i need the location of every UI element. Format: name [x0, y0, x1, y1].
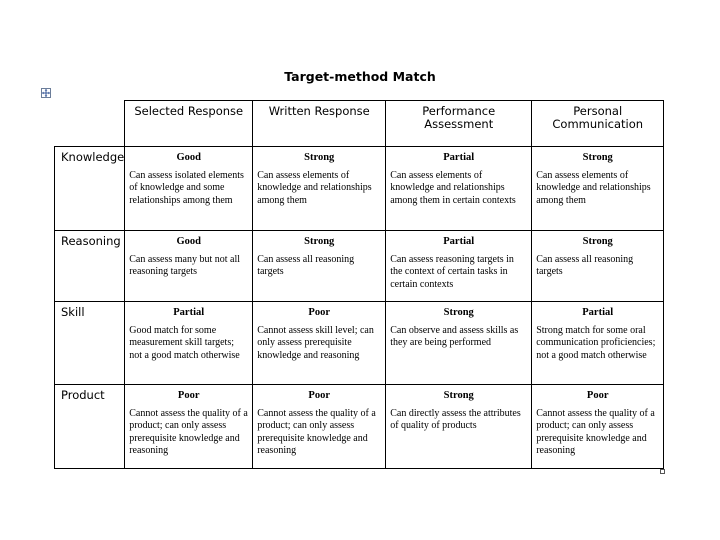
row-header-reasoning: Reasoning [55, 231, 125, 302]
rating-label: Poor [308, 307, 330, 318]
rating-label: Strong [304, 152, 335, 163]
table-cell [253, 302, 386, 385]
rating-label: Strong [443, 390, 474, 401]
cell-description: Can assess many but not all reasoning targets [129, 254, 241, 278]
table-row-product [55, 385, 664, 469]
table-cell [125, 302, 253, 385]
table-cell [532, 302, 664, 385]
cell-description: Can assess isolated elements of knowledge and some relationships among them [129, 170, 244, 206]
column-header-selected-response: Selected Response [125, 101, 253, 147]
table-cell [386, 147, 532, 231]
table-cell [386, 302, 532, 385]
rating-label: Good [176, 236, 201, 247]
table-cell [386, 385, 532, 469]
table-cell [253, 147, 386, 231]
row-header-product: Product [55, 385, 125, 469]
rating-label: Partial [173, 307, 205, 318]
rating-label: Strong [304, 236, 335, 247]
corner-cell [55, 101, 125, 147]
cell-description: Cannot assess the quality of a product; can only assess prerequisite knowledge and reasoning [129, 408, 248, 457]
cell-description: Can assess reasoning targets in the context of certain tasks in certain contexts [390, 254, 514, 290]
cell-description: Can assess all reasoning targets [536, 254, 634, 278]
table-cell [253, 385, 386, 469]
rating-label: Poor [586, 390, 609, 401]
table-row-reasoning [55, 231, 664, 302]
cell-description: Can assess elements of knowledge and relationships among them [257, 170, 372, 206]
row-header-skill: Skill [55, 302, 125, 385]
table-cell [253, 231, 386, 302]
row-header-knowledge: Knowledge [55, 147, 125, 231]
rating-label: Good [176, 152, 201, 163]
column-header-personal-communication: Personal Communication [532, 101, 664, 147]
cell-description: Can directly assess the attributes of quality of products [390, 408, 521, 432]
cell-description: Cannot assess the quality of a product; can only assess prerequisite knowledge and reasoning [257, 408, 376, 457]
cell-description: Can assess all reasoning targets [257, 254, 355, 278]
header-row [55, 101, 664, 147]
rating-label: Poor [308, 390, 330, 401]
table-row-skill [55, 302, 664, 385]
page-title: Target-method Match [284, 69, 436, 84]
rating-label: Strong [582, 236, 613, 247]
rating-label: Partial [443, 152, 475, 163]
table-cell [125, 231, 253, 302]
rating-label: Poor [177, 390, 200, 401]
rating-label: Strong [443, 307, 474, 318]
column-header-written-response: Written Response [253, 101, 386, 147]
table-row-knowledge [55, 147, 664, 231]
table-cell [125, 147, 253, 231]
cell-description: Good match for some measurement skill targets; not a good match otherwise [129, 325, 240, 361]
rating-label: Strong [582, 152, 613, 163]
table-cell [532, 231, 664, 302]
table-move-handle-icon[interactable] [41, 88, 51, 98]
table-cell [125, 385, 253, 469]
cell-description: Cannot assess the quality of a product; can only assess prerequisite knowledge and reasoning [536, 408, 655, 457]
table-resize-handle[interactable] [660, 469, 665, 474]
table-cell [532, 385, 664, 469]
cell-description: Can observe and assess skills as they are being performed [390, 325, 519, 349]
column-header-performance-assessment: Performance Assessment [386, 101, 532, 147]
rating-label: Partial [582, 307, 614, 318]
rating-label: Partial [443, 236, 475, 247]
cell-description: Cannot assess skill level; can only assess prerequisite knowledge and reasoning [257, 325, 374, 361]
table-cell [532, 147, 664, 231]
cell-description: Strong match for some oral communication proficiencies; not a good match otherwise [536, 325, 656, 361]
cell-description: Can assess elements of knowledge and relationships among them [536, 170, 651, 206]
cell-description: Can assess elements of knowledge and relationships among them in certain contexts [390, 170, 516, 206]
target-method-table [54, 100, 664, 469]
table-cell [386, 231, 532, 302]
